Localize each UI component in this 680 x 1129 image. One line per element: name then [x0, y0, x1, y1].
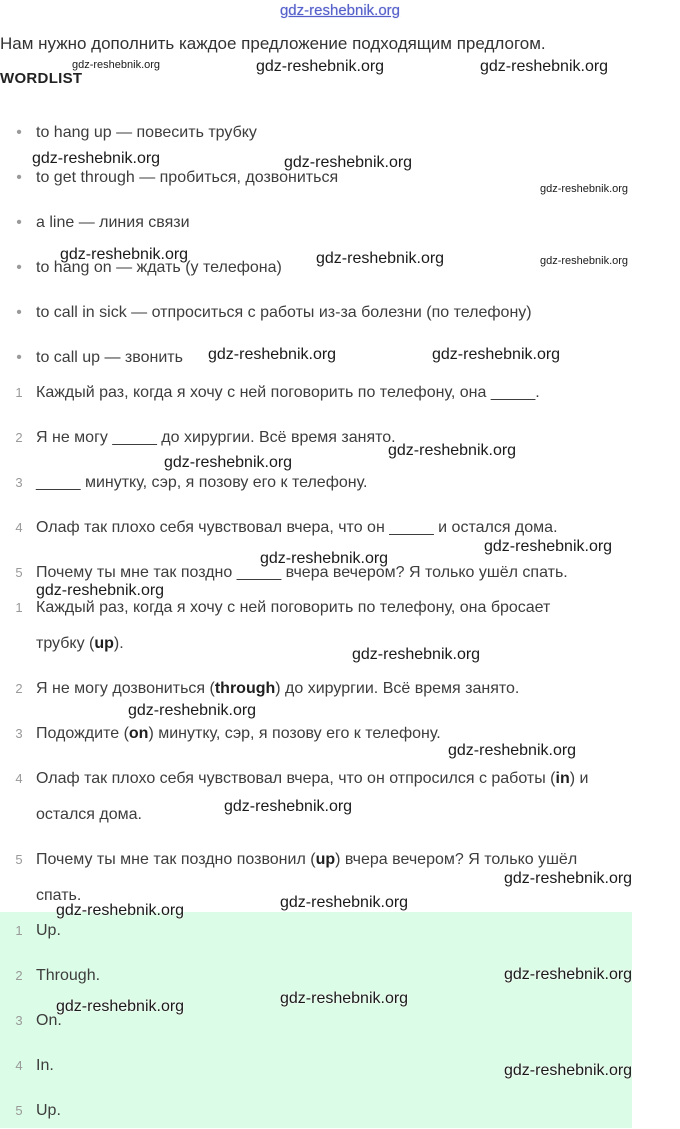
watermark: gdz-reshebnik.org [128, 702, 257, 719]
answer-number: 5 [15, 1103, 23, 1118]
watermark: gdz-reshebnik.org [316, 250, 445, 267]
watermark: gdz-reshebnik.org [448, 742, 577, 759]
translation-number: 5 [15, 852, 23, 867]
watermark: gdz-reshebnik.org [388, 442, 517, 459]
translation-text: Подождите (on) минутку, сэр, я позову его к телефону. [36, 725, 441, 742]
answer-number: 1 [15, 923, 23, 938]
bullet-icon: • [16, 124, 22, 141]
task-number: 1 [15, 385, 23, 400]
answer-text: Up. [36, 1102, 61, 1119]
translation-text: Олаф так плохо себя чувствовал вчера, что он отпросился с работы (in) и остался дома. [36, 770, 589, 823]
watermark: gdz-reshebnik.org [208, 346, 337, 363]
answer-text: On. [36, 1012, 62, 1029]
watermark: gdz-reshebnik.org [280, 990, 409, 1007]
watermark: gdz-reshebnik.org [56, 902, 185, 919]
watermark: gdz-reshebnik.org [484, 538, 613, 555]
wordlist-heading: WORDLIST [0, 70, 83, 87]
answer-number: 2 [15, 968, 23, 983]
watermark: gdz-reshebnik.org [256, 58, 385, 75]
bullet-icon: • [16, 304, 22, 321]
watermark: gdz-reshebnik.org [164, 454, 293, 471]
watermark: gdz-reshebnik.org [504, 870, 633, 887]
translation-number: 4 [15, 771, 23, 786]
bullet-icon: • [16, 259, 22, 276]
watermark: gdz-reshebnik.org [60, 246, 189, 263]
bullet-icon: • [16, 214, 22, 231]
site-title[interactable]: gdz-reshebnik.org [279, 2, 401, 19]
watermark: gdz-reshebnik.org [224, 798, 353, 815]
watermark: gdz-reshebnik.org [540, 183, 629, 195]
watermark: gdz-reshebnik.org [504, 966, 633, 983]
task-text: Почему ты мне так поздно _____ вчера вечером? Я только ушёл спать. [36, 564, 568, 581]
watermark: gdz-reshebnik.org [352, 646, 481, 663]
watermark: gdz-reshebnik.org [72, 59, 161, 71]
watermark: gdz-reshebnik.org [36, 582, 165, 599]
task-number: 2 [15, 430, 23, 445]
translation-number: 1 [15, 600, 23, 615]
watermark: gdz-reshebnik.org [32, 150, 161, 167]
watermark: gdz-reshebnik.org [284, 154, 413, 171]
translation-text: Почему ты мне так поздно позвонил (up) вчера вечером? Я только ушёл спать. [36, 851, 578, 904]
watermark: gdz-reshebnik.org [540, 255, 629, 267]
translation-number: 2 [15, 681, 23, 696]
bullet-icon: • [16, 169, 22, 186]
task-text: Каждый раз, когда я хочу с ней поговорить по телефону, она _____. [36, 384, 540, 401]
task-number: 4 [15, 520, 23, 535]
translation-number: 3 [15, 726, 23, 741]
task-number: 3 [15, 475, 23, 490]
watermark: gdz-reshebnik.org [260, 550, 389, 567]
answer-text: Through. [36, 967, 101, 984]
task-number: 5 [15, 565, 23, 580]
intro-text: Нам нужно дополнить каждое предложение подходящим предлогом. [0, 34, 546, 53]
translation-text: Я не могу дозвониться (through) до хирургии. Всё время занято. [36, 680, 520, 697]
task-text: _____ минутку, сэр, я позову его к телефону. [36, 474, 368, 491]
answer-text: In. [36, 1057, 54, 1074]
task-text: Олаф так плохо себя чувствовал вчера, что он _____ и остался дома. [36, 519, 558, 536]
translation-text: Каждый раз, когда я хочу с ней поговорить по телефону, она бросает трубку (up). [36, 599, 551, 652]
watermark: gdz-reshebnik.org [480, 58, 609, 75]
watermark: gdz-reshebnik.org [432, 346, 561, 363]
watermark: gdz-reshebnik.org [504, 1062, 633, 1079]
watermark: gdz-reshebnik.org [280, 894, 409, 911]
answer-text: Up. [36, 922, 61, 939]
watermark: gdz-reshebnik.org [56, 998, 185, 1015]
task-text: Я не могу _____ до хирургии. Всё время занято. [36, 429, 396, 446]
bullet-icon: • [16, 349, 22, 366]
answer-number: 3 [15, 1013, 23, 1028]
answer-number: 4 [15, 1058, 23, 1073]
